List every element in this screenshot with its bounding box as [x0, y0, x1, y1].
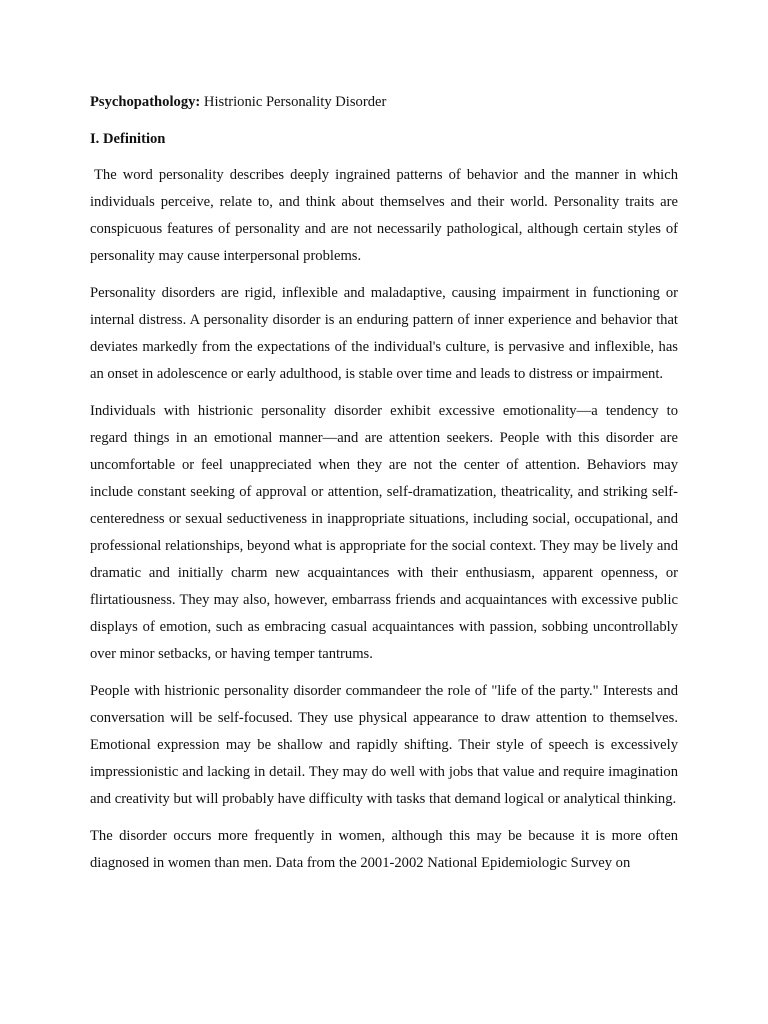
paragraph-prevalence: The disorder occurs more frequently in women, although this may be because it is more often diagnosed in women than men. Data from the 2001-2002 National Epidemiologic Survey on — [90, 828, 678, 871]
title-text: Histrionic Personality Disorder — [200, 94, 387, 110]
paragraph-histrionic-traits: Individuals with histrionic personality disorder exhibit excessive emotionality—a tendency to regard things in an emotional manner—and are attention seekers. People with this disorder are uncomfortable or feel unappreciated when they are not the center of attention. Behaviors may include constant seeking of approval or attention, self-dramatization, theatricality, and striking self-centeredness or sexual seductiveness in inappropriate situations, including social, occupational, and professional relationships, beyond what is appropriate for the social context. They may be lively and dramatic and initially charm new acquaintances with their enthusiasm, apparent openness, or flirtatiousness. They may also, however, embarrass friends and acquaintances with excessive public displays of emotion, such as embracing casual acquaintances with passion, sobbing uncontrollably over minor setbacks, or having temper tantrums. — [90, 403, 678, 662]
paragraph-personality: The word personality describes deeply ingrained patterns of behavior and the manner in which individuals perceive, relate to, and think about themselves and their world. Personality traits are conspicuous features of personality and are not necessarily pathological, although certain styles of personality may cause interpersonal problems. — [90, 167, 678, 264]
paragraph-personality-disorders: Personality disorders are rigid, inflexible and maladaptive, causing impairment in functioning or internal distress. A personality disorder is an enduring pattern of inner experience and behavior that deviates markedly from the expectations of the individual's culture, is pervasive and inflexible, has an onset in adolescence or early adulthood, is stable over time and leads to distress or impairment. — [90, 285, 678, 382]
title-label: Psychopathology: — [90, 94, 201, 110]
section-heading-definition: I. Definition — [90, 131, 166, 147]
document-page — [90, 90, 678, 887]
paragraph-life-of-party: People with histrionic personality disorder commandeer the role of "life of the party." Interests and conversation will be self-focused. They use physical appearance to draw attention to themselves. Emotional expression may be shallow and rapidly shifting. Their style of speech is excessively impressionistic and lacking in detail. They may do well with jobs that value and require imagination and creativity but will probably have difficulty with tasks that demand logical or analytical thinking. — [90, 683, 678, 807]
document-title — [90, 90, 678, 114]
